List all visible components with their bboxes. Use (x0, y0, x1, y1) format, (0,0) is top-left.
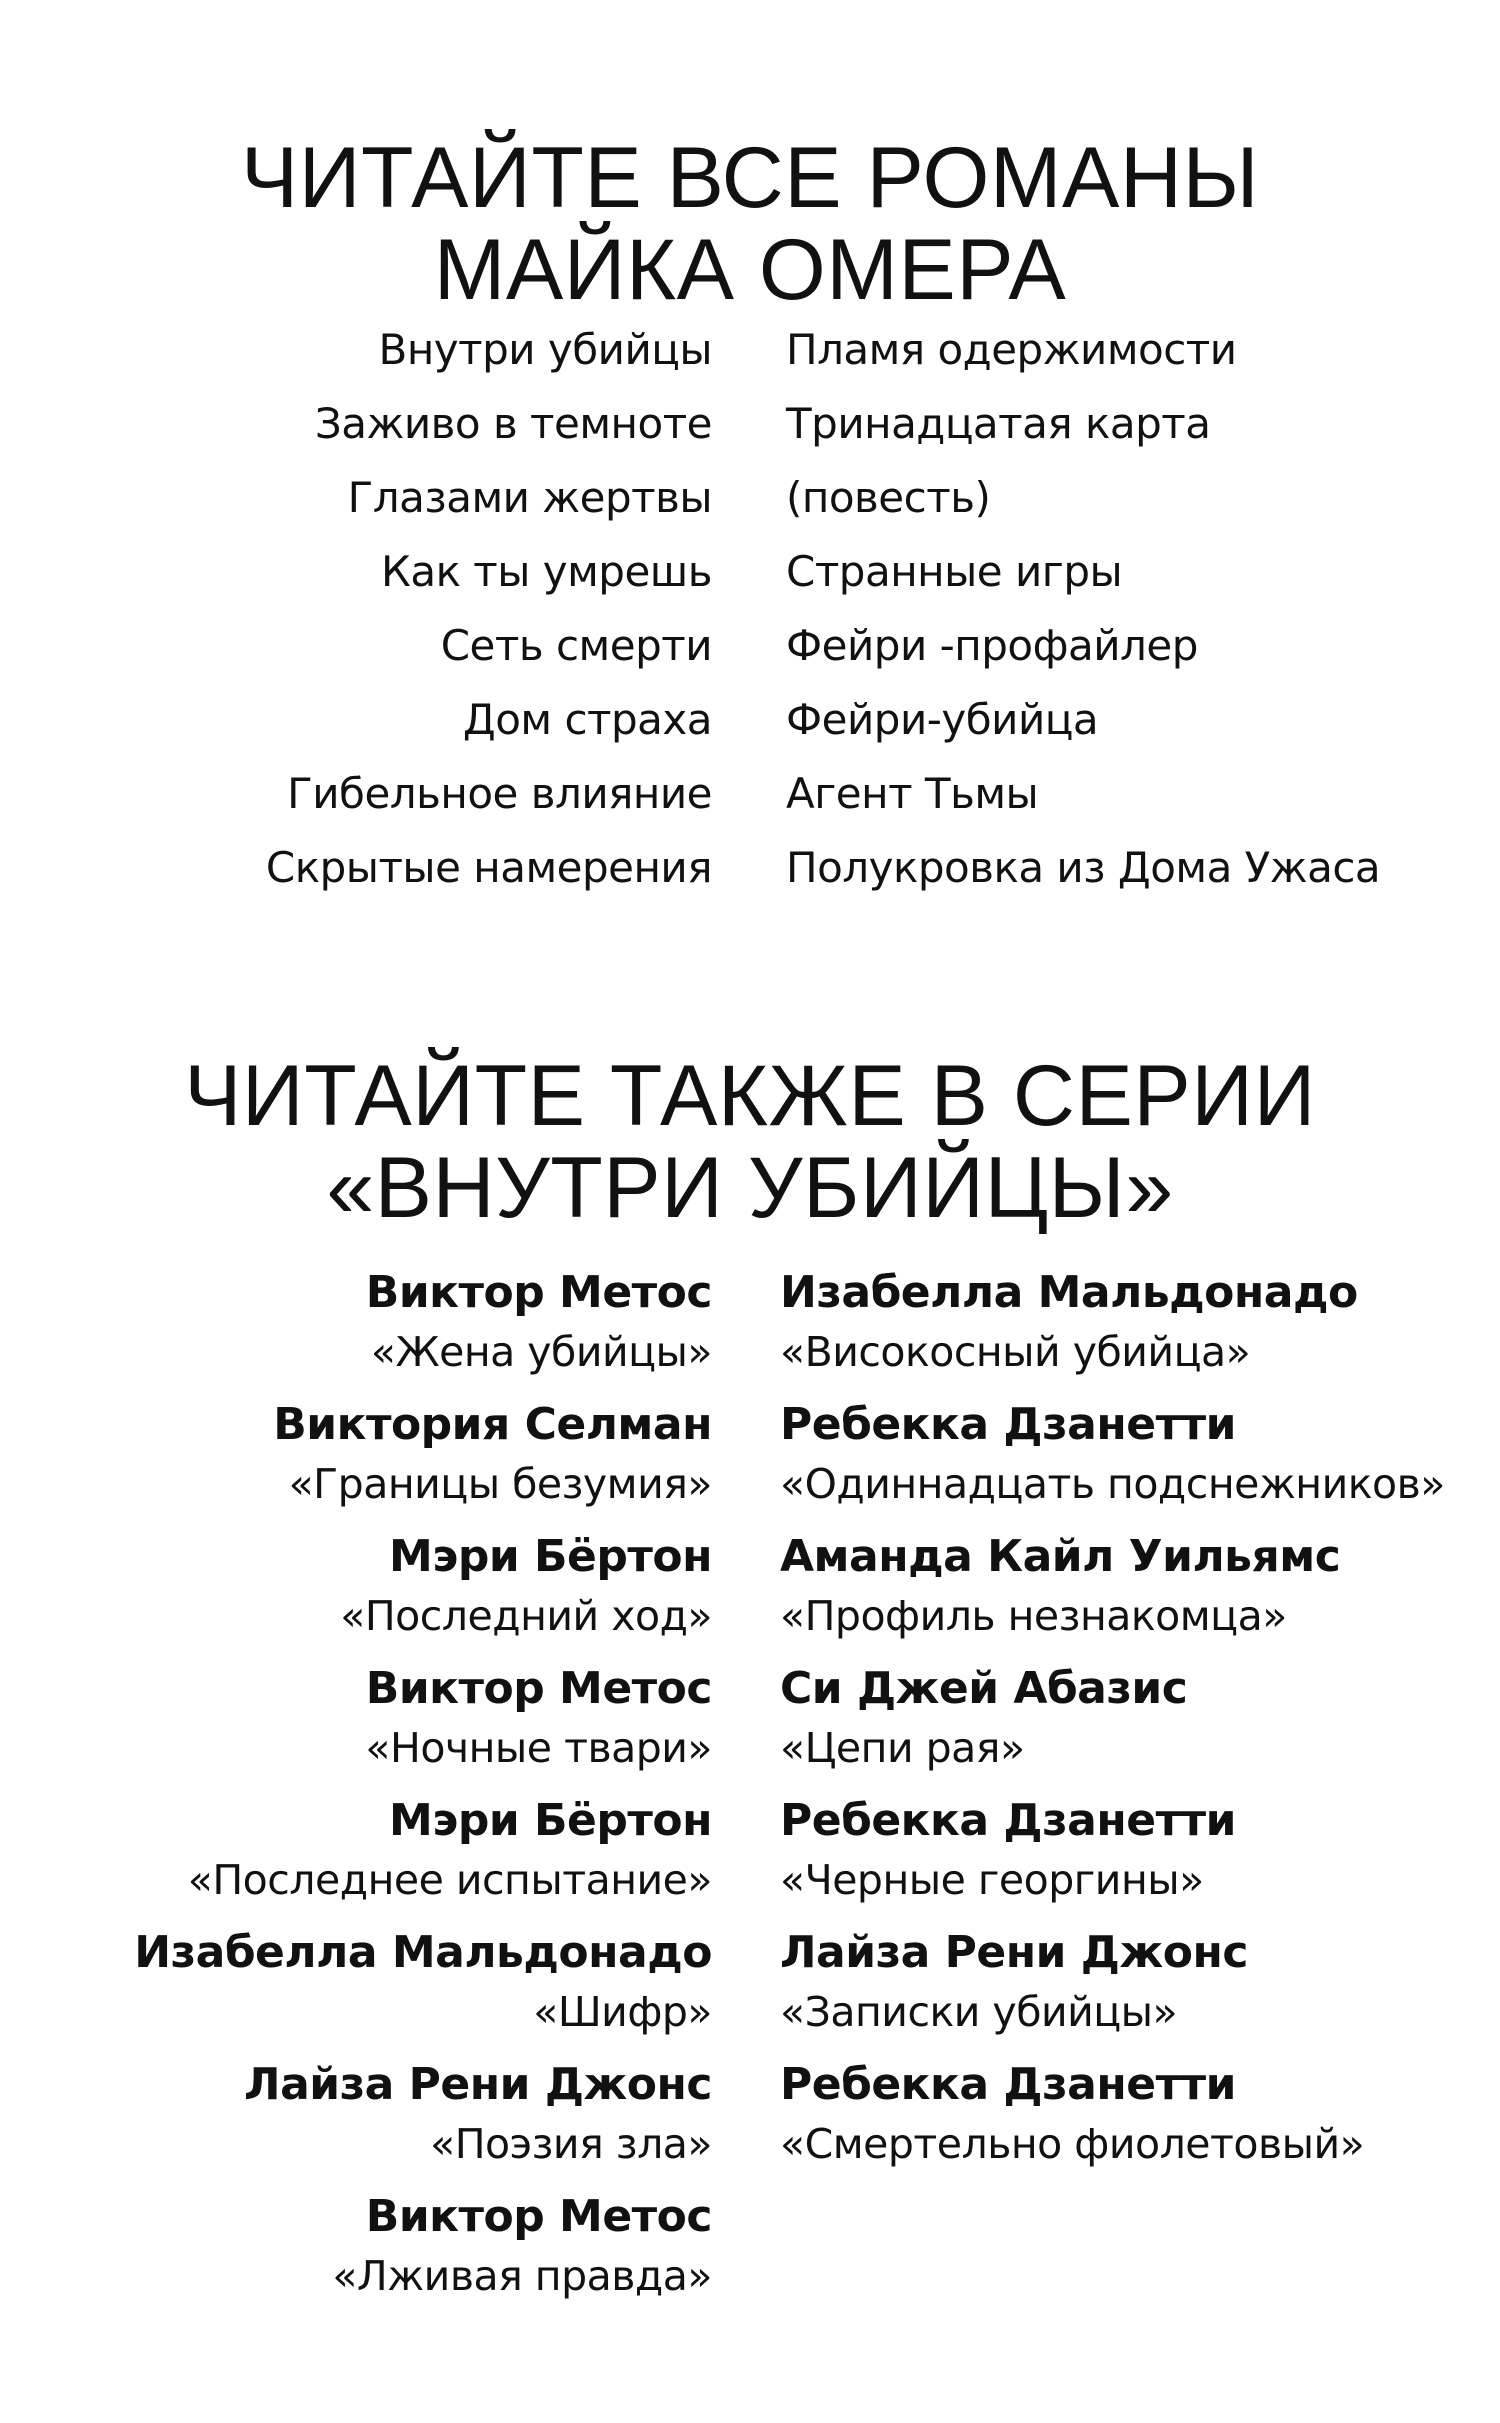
series-entry (780, 1791, 1445, 1923)
series-entry (780, 1659, 1445, 1791)
series-entry (134, 2187, 712, 2319)
book-title: «Черные георгины» (780, 1856, 1204, 1904)
book-title: «Жена убийцы» (370, 1328, 712, 1376)
series-entry (134, 2055, 712, 2187)
novel-title: Агент Тьмы (786, 769, 1039, 818)
author-name: Лайза Рени Джонс (780, 1927, 1248, 1978)
series-heading-line-2: «ВНУТРИ УБИЙЦЫ» (326, 1140, 1174, 1236)
book-title: «Шифр» (533, 1988, 712, 2036)
novel-title: (повесть) (786, 473, 991, 522)
novels-left-column (266, 313, 712, 905)
author-name: Мэри Бёртон (388, 1795, 712, 1846)
series-entry (134, 1395, 712, 1527)
author-name: Виктор Метос (365, 1267, 712, 1318)
all-novels-heading (0, 132, 1500, 316)
series-entry (780, 2055, 1445, 2187)
series-entry (780, 1923, 1445, 2055)
book-title: «Високосный убийца» (780, 1328, 1251, 1376)
author-name: Ребекка Дзанетти (780, 1795, 1236, 1846)
series-entry (134, 1263, 712, 1395)
book-title: «Смертельно фиолетовый» (780, 2120, 1365, 2168)
author-name: Лайза Рени Джонс (244, 2059, 712, 2110)
series-heading-line-1: ЧИТАЙТЕ ТАКЖЕ В СЕРИИ (184, 1048, 1316, 1144)
book-title: «Поэзия зла» (430, 2120, 712, 2168)
book-title: «Лживая правда» (332, 2252, 712, 2300)
novel-title: Дом страха (462, 695, 712, 744)
series-entry (134, 1527, 712, 1659)
novels-right-column (786, 313, 1380, 905)
novel-title: Заживо в темноте (314, 399, 712, 448)
author-name: Ребекка Дзанетти (780, 1399, 1236, 1450)
novel-title: Полукровка из Дома Ужаса (786, 843, 1381, 892)
book-title: «Цепи рая» (780, 1724, 1025, 1772)
novel-title: Фейри-убийца (786, 695, 1099, 744)
book-title: «Границы безумия» (288, 1460, 712, 1508)
book-title: «Одиннадцать подснежников» (780, 1460, 1445, 1508)
author-name: Изабелла Мальдонадо (780, 1267, 1358, 1318)
all-novels-heading-line-1: ЧИТАЙТЕ ВСЕ РОМАНЫ (240, 130, 1260, 226)
novel-title: Внутри убийцы (378, 325, 712, 374)
series-entry (780, 1395, 1445, 1527)
series-heading (0, 1050, 1500, 1234)
author-name: Виктор Метос (365, 1663, 712, 1714)
series-entry (780, 1527, 1445, 1659)
series-entry (780, 1263, 1445, 1395)
author-name: Изабелла Мальдонадо (134, 1927, 712, 1978)
all-novels-heading-line-2: МАЙКА ОМЕРА (433, 222, 1067, 318)
author-name: Аманда Кайл Уильямс (780, 1531, 1341, 1582)
author-name: Мэри Бёртон (388, 1531, 712, 1582)
book-title: «Последнее испытание» (187, 1856, 712, 1904)
series-entry (134, 1923, 712, 2055)
novel-title: Глазами жертвы (347, 473, 712, 522)
novel-title: Странные игры (786, 547, 1123, 596)
author-name: Си Джей Абазис (780, 1663, 1188, 1714)
book-title: «Профиль незнакомца» (780, 1592, 1287, 1640)
book-title: «Ночные твари» (365, 1724, 712, 1772)
novel-title: Сеть смерти (440, 621, 712, 670)
author-name: Виктория Селман (273, 1399, 712, 1450)
series-entry (134, 1791, 712, 1923)
author-name: Ребекка Дзанетти (780, 2059, 1236, 2110)
novel-title: Пламя одержимости (786, 325, 1237, 374)
series-entry (134, 1659, 712, 1791)
series-right-column (780, 1263, 1445, 2187)
novel-title: Гибельное влияние (287, 769, 712, 818)
series-left-column (134, 1263, 712, 2319)
novel-title: Скрытые намерения (265, 843, 712, 892)
book-title: «Последний ход» (340, 1592, 712, 1640)
book-title: «Записки убийцы» (780, 1988, 1178, 2036)
novel-title: Как ты умрешь (381, 547, 712, 596)
novel-title: Тринадцатая карта (786, 399, 1211, 448)
author-name: Виктор Метос (365, 2191, 712, 2242)
novel-title: Фейри -профайлер (786, 621, 1198, 670)
